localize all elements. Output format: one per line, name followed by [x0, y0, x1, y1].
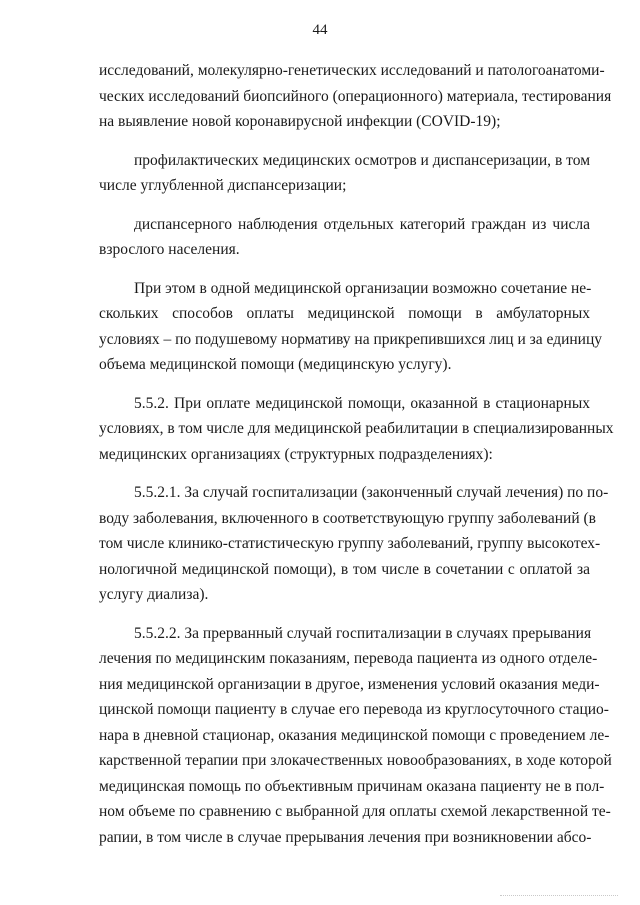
- text-line: ческих исследований биопсийного (операционного) материала, тестирования: [99, 87, 612, 105]
- text-line: При этом в одной медицинской организации возможно сочетание не-: [134, 279, 592, 297]
- text-line: 5.5.2.2. За прерванный случай госпитализации в случаях прерывания: [134, 624, 592, 642]
- text-line: медицинская помощь по объективным причинам оказана пациенту не в пол-: [99, 777, 605, 795]
- page-number: 44: [312, 22, 328, 38]
- text-line: объема медицинской помощи (медицинскую услугу).: [99, 356, 452, 373]
- text-line: том числе клинико-статистическую группу заболеваний, группу высокотех-: [99, 535, 601, 552]
- text-line: скольких способов оплаты медицинской помощи в амбулаторных: [99, 305, 590, 322]
- text-line: числе углубленной диспансеризации;: [99, 177, 347, 194]
- paragraph: [99, 148, 590, 199]
- text-line: ния медицинской организации в другое, изменения условий оказания меди-: [99, 675, 600, 693]
- paragraph: [99, 391, 614, 468]
- text-line: нологичной медицинской помощи), в том числе в сочетании с оплатой за: [99, 560, 590, 578]
- document-body: [99, 58, 614, 863]
- paragraph: [99, 212, 590, 263]
- text-line: услугу диализа).: [99, 586, 209, 603]
- text-line: карственной терапии при злокачественных новообразованиях, в ходе которой: [99, 752, 612, 769]
- text-line: профилактических медицинских осмотров и диспансеризации, в том: [134, 151, 590, 169]
- text-line: на выявление новой коронавирусной инфекции (COVID-19);: [99, 113, 501, 130]
- text-line: воду заболевания, включенного в соответствующую группу заболеваний (в: [99, 509, 596, 527]
- text-line: ном объеме по сравнению с выбранной для оплаты схемой лекарственной те-: [99, 803, 611, 820]
- text-line: цинской помощи пациенту в случае его перевода из круглосуточного стацио-: [99, 701, 609, 718]
- paragraph: [99, 480, 609, 608]
- paragraph: [99, 276, 603, 378]
- text-line: взрослого населения.: [99, 241, 240, 258]
- text-line: условиях, в том числе для медицинской реабилитации в специализированных: [99, 420, 614, 437]
- paragraph: [99, 621, 612, 851]
- text-line: лечения по медицинским показаниям, перевода пациента из одного отделе-: [99, 650, 598, 667]
- text-line: медицинских организациях (структурных подразделениях):: [99, 445, 493, 463]
- text-line: 5.5.2.1. За случай госпитализации (законченный случай лечения) по по-: [134, 484, 609, 501]
- text-line: диспансерного наблюдения отдельных категорий граждан из числа: [134, 215, 590, 233]
- paragraph: [99, 58, 612, 135]
- text-line: нара в дневной стационар, оказания медицинской помощи с проведением ле-: [99, 726, 610, 744]
- text-line: исследований, молекулярно-генетических исследований и патологоанатоми-: [99, 62, 605, 79]
- text-line: рапии, в том числе в случае прерывания лечения при возникновении абсо-: [99, 828, 592, 846]
- text-line: условиях – по подушевому нормативу на прикрепившихся лиц и за единицу: [99, 330, 603, 348]
- text-line: 5.5.2. При оплате медицинской помощи, оказанной в стационарных: [134, 394, 590, 412]
- scan-artifact-line: [500, 895, 618, 897]
